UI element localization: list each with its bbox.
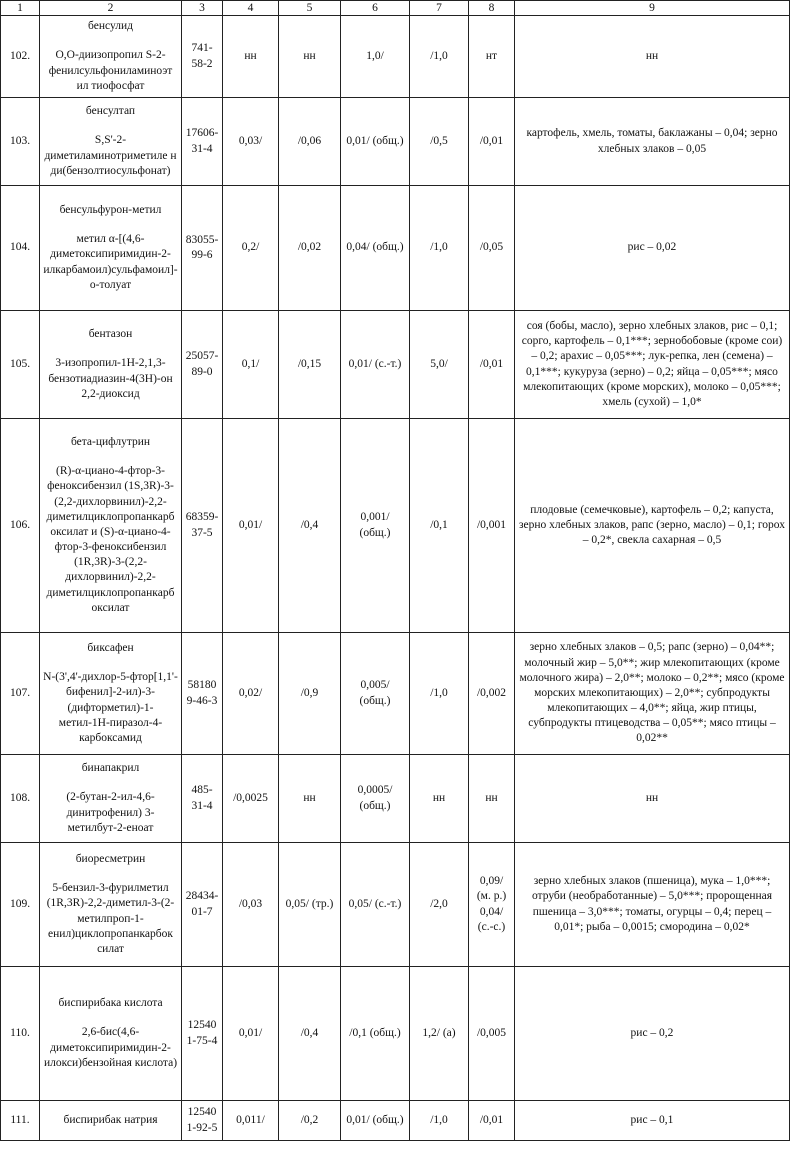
cell-col9: рис – 0,02 — [515, 186, 790, 311]
row-number: 108. — [1, 755, 40, 843]
cas-number: 28434-01-7 — [182, 843, 223, 967]
cell-col6: 0,01/ (с.-т.) — [341, 311, 410, 419]
cell-col8: /0,005 — [469, 967, 515, 1101]
header-cell: 8 — [469, 1, 515, 16]
cell-col4: /0,03 — [223, 843, 279, 967]
cell-col4: 0,2/ — [223, 186, 279, 311]
header-cell: 9 — [515, 1, 790, 16]
cell-col6: 1,0/ — [341, 16, 410, 98]
header-row — [1, 1, 790, 16]
chemical-name: 2,6-бис(4,6-диметоксипиримидин-2-илокси)бензойная кислота) — [43, 1026, 178, 1069]
cell-col9: рис – 0,1 — [515, 1101, 790, 1141]
cell-col9: нн — [515, 16, 790, 98]
cell-col5: 0,05/ (тр.) — [279, 843, 341, 967]
cell-col4: 0,01/ — [223, 419, 279, 633]
cell-col5: /0,02 — [279, 186, 341, 311]
cell-col5: /0,15 — [279, 311, 341, 419]
cell-col4: /0,0025 — [223, 755, 279, 843]
cell-col4: 0,01/ — [223, 967, 279, 1101]
cell-col7: 1,2/ (а) — [410, 967, 469, 1101]
cell-col5: /0,4 — [279, 967, 341, 1101]
substance-name-cell — [40, 419, 182, 633]
substance-name-cell — [40, 16, 182, 98]
row-number: 110. — [1, 967, 40, 1101]
cas-number: 83055-99-6 — [182, 186, 223, 311]
table-row — [1, 186, 790, 311]
substance-name: бенсултап — [85, 105, 136, 118]
table-row — [1, 1101, 790, 1141]
cell-col9: нн — [515, 755, 790, 843]
cas-number: 68359-37-5 — [182, 419, 223, 633]
cell-col7: /0,5 — [410, 98, 469, 186]
table-row — [1, 98, 790, 186]
cell-col6: 0,01/ (общ.) — [341, 1101, 410, 1141]
substance-name: бентазон — [88, 328, 133, 341]
cell-col8: /0,002 — [469, 633, 515, 755]
header-cell: 3 — [182, 1, 223, 16]
cell-col5: нн — [279, 755, 341, 843]
cell-col4: 0,011/ — [223, 1101, 279, 1141]
substance-name: биспирибак натрия — [63, 1113, 158, 1126]
cell-col5: /0,06 — [279, 98, 341, 186]
cell-col9: зерно хлебных злаков (пшеница), мука – 1,0***; отруби (необработанные) – 5,0***; пророщенная пшеница – 3,0***; томаты, огурцы – 0,4; перец – 0,01*; рыба – 0,0015; смородина – 0,02* — [515, 843, 790, 967]
chemical-name: O,O-диизопропил S-2-фенилсульфониламиноэт ил тиофосфат — [48, 49, 173, 92]
cas-number: 125401-75-4 — [182, 967, 223, 1101]
substance-name-cell — [40, 843, 182, 967]
header-cell: 4 — [223, 1, 279, 16]
cas-number: 485-31-4 — [182, 755, 223, 843]
row-number: 111. — [1, 1101, 40, 1141]
cell-col8: /0,01 — [469, 1101, 515, 1141]
chemical-name: метил α-[(4,6-диметоксипиримидин-2-илкарбамоил)сульфамоил]-о-толуат — [43, 233, 178, 291]
row-number: 104. — [1, 186, 40, 311]
header-cell: 6 — [341, 1, 410, 16]
substance-name: биоресметрин — [75, 852, 146, 865]
cell-col5: нн — [279, 16, 341, 98]
header-cell: 7 — [410, 1, 469, 16]
cell-col9: картофель, хмель, томаты, баклажаны – 0,04; зерно хлебных злаков – 0,05 — [515, 98, 790, 186]
cell-col4: 0,03/ — [223, 98, 279, 186]
cell-col6: 0,01/ (общ.) — [341, 98, 410, 186]
row-number: 107. — [1, 633, 40, 755]
cell-col8: /0,05 — [469, 186, 515, 311]
cell-col8: /0,01 — [469, 311, 515, 419]
cas-number: 25057-89-0 — [182, 311, 223, 419]
cell-col4: 0,02/ — [223, 633, 279, 755]
substance-name: биксафен — [87, 641, 134, 654]
table-row — [1, 419, 790, 633]
row-number: 106. — [1, 419, 40, 633]
cell-col8: 0,09/ (м. р.) 0,04/ (с.-с.) — [469, 843, 515, 967]
header-cell: 2 — [40, 1, 182, 16]
cell-col4: нн — [223, 16, 279, 98]
substance-name: бенсулид — [88, 20, 133, 33]
cell-col9: плодовые (семечковые), картофель – 0,2; капуста, зерно хлебных злаков, рапс (зерно, масло) – 0,1; горох – 0,2*, свекла сахарная – 0,5 — [515, 419, 790, 633]
row-number: 109. — [1, 843, 40, 967]
cas-number: 581809-46-3 — [182, 633, 223, 755]
chemical-name: 5-бензил-3-фурилметил (1R,3R)-2,2-диметил-3-(2-метилпроп-1-енил)циклопропанкарбок силат — [46, 882, 175, 955]
cas-number: 17606-31-4 — [182, 98, 223, 186]
cell-col8: /0,01 — [469, 98, 515, 186]
cell-col6: 0,0005/ (общ.) — [341, 755, 410, 843]
chemical-name: N-(3',4'-дихлор-5-фтор[1,1'-бифенил]-2-ил)-3-(дифторметил)-1-метил-1H-пиразол-4-карбоксамид — [43, 671, 178, 744]
chemical-name: (R)-α-циано-4-фтор-3-феноксибензил (1S,3R)-3-(2,2-дихлорвинил)-2,2-диметилциклопропанкарб оксилат и (S)-α-циано-4-фтор-3-феноксибензил (1R,3R)-3-(2,2-дихлорвинил)-2,2-диметилциклопропанкарб оксилат — [46, 465, 175, 614]
substance-name-cell — [40, 967, 182, 1101]
table-row — [1, 755, 790, 843]
cell-col6: 0,001/ (общ.) — [341, 419, 410, 633]
substance-name-cell — [40, 633, 182, 755]
table-row — [1, 633, 790, 755]
cas-number: 125401-92-5 — [182, 1101, 223, 1141]
cell-col6: 0,005/ (общ.) — [341, 633, 410, 755]
substance-name-cell — [40, 755, 182, 843]
cas-number: 741-58-2 — [182, 16, 223, 98]
cell-col9: рис – 0,2 — [515, 967, 790, 1101]
cell-col8: нт — [469, 16, 515, 98]
substance-name-cell — [40, 1101, 182, 1141]
row-number: 103. — [1, 98, 40, 186]
substance-name: биспирибака кислота — [58, 997, 163, 1010]
cell-col6: 0,05/ (с.-т.) — [341, 843, 410, 967]
cell-col6: /0,1 (общ.) — [341, 967, 410, 1101]
cell-col8: нн — [469, 755, 515, 843]
cell-col9: соя (бобы, масло), зерно хлебных злаков, рис – 0,1; сорго, картофель – 0,1***; зернобобовые (кроме сои) – 0,2; арахис – 0,05***; лук-репка, лен (семена) – 0,1***; кукуруза (зерно) – 0,2; яйца – 0,05***; мясо млекопитающих (кроме морских), молоко – 0,05***; хмель (сухой) – 1,0* — [515, 311, 790, 419]
substance-name: бета-цифлутрин — [70, 436, 151, 449]
header-cell: 5 — [279, 1, 341, 16]
chemical-name: S,S'-2-диметиламинотриметиле н ди(бензолтиосульфонат) — [44, 134, 177, 177]
cell-col7: /2,0 — [410, 843, 469, 967]
table-row — [1, 311, 790, 419]
substance-name-cell — [40, 311, 182, 419]
cell-col7: /1,0 — [410, 633, 469, 755]
cell-col8: /0,001 — [469, 419, 515, 633]
cell-col5: /0,4 — [279, 419, 341, 633]
substance-name: бенсульфурон-метил — [59, 204, 162, 217]
cell-col7: /1,0 — [410, 16, 469, 98]
cell-col9: зерно хлебных злаков – 0,5; рапс (зерно) – 0,04**; молочный жир – 5,0**; жир млекопитающих (кроме молочного жира) – 2,0**; молоко – 0,2**; мясо (кроме морских млекопитающих) – 2,0**; субпродукты млекопитающих – 4,0**; яйца, жир птицы, субпродукты птицеводства – 0,05**; мясо птицы – 0,02** — [515, 633, 790, 755]
substance-name-cell — [40, 98, 182, 186]
table-row — [1, 967, 790, 1101]
cell-col7: /1,0 — [410, 1101, 469, 1141]
cell-col5: /0,2 — [279, 1101, 341, 1141]
header-cell: 1 — [1, 1, 40, 16]
substance-name-cell — [40, 186, 182, 311]
table-row — [1, 16, 790, 98]
cell-col7: нн — [410, 755, 469, 843]
cell-col7: /0,1 — [410, 419, 469, 633]
cell-col7: /1,0 — [410, 186, 469, 311]
chemical-name: (2-бутан-2-ил-4,6-динитрофенил) 3-метилбут-2-еноат — [66, 791, 155, 834]
table-row — [1, 843, 790, 967]
cell-col6: 0,04/ (общ.) — [341, 186, 410, 311]
row-number: 105. — [1, 311, 40, 419]
row-number: 102. — [1, 16, 40, 98]
cell-col4: 0,1/ — [223, 311, 279, 419]
cell-col5: /0,9 — [279, 633, 341, 755]
chemical-name: 3-изопропил-1H-2,1,3-бензотиадиазин-4(3H)-он 2,2-диоксид — [48, 357, 173, 400]
substance-name: бинапакрил — [81, 762, 140, 775]
cell-col7: 5,0/ — [410, 311, 469, 419]
